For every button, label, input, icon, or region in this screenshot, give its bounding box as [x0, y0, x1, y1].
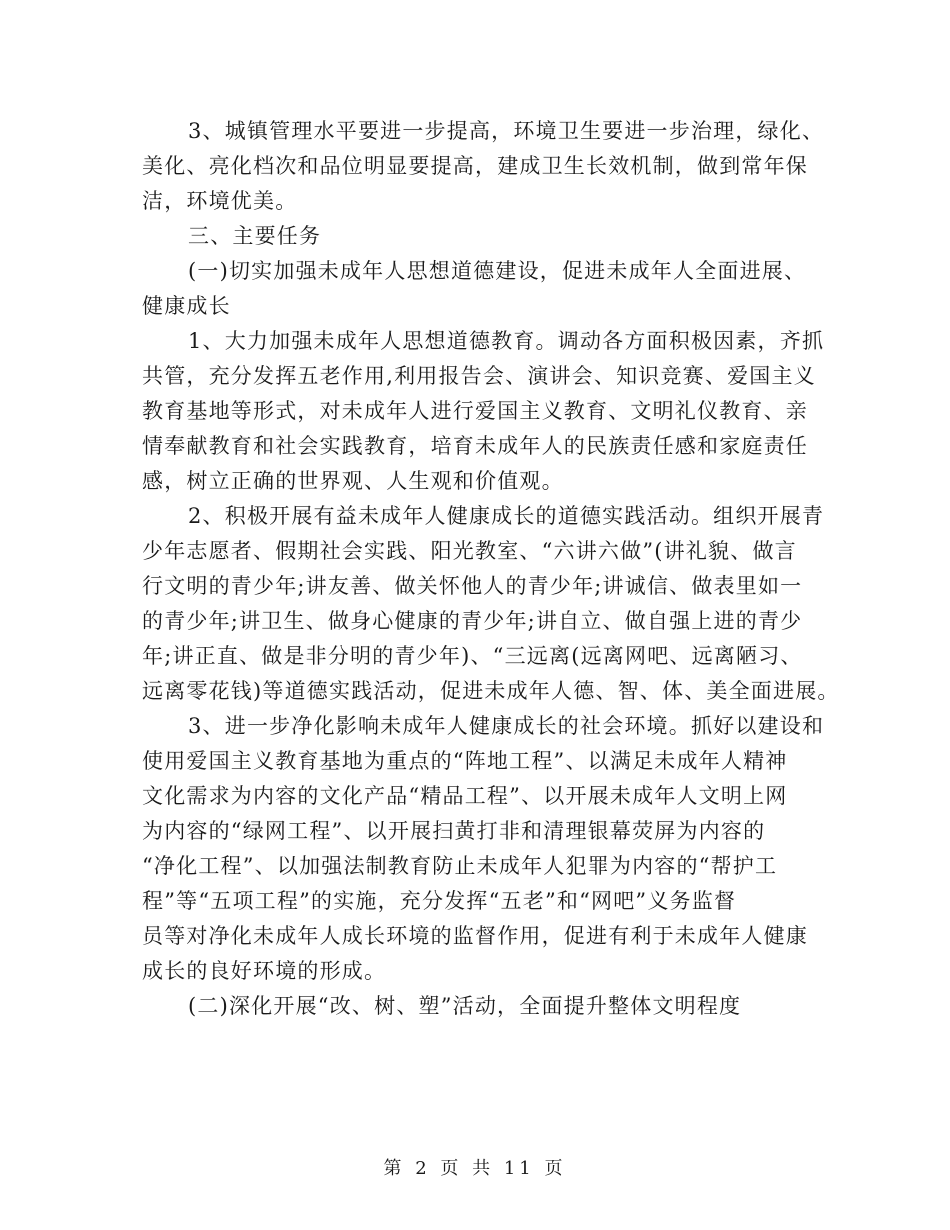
page-number-footer: 第 2 页 共 11 页	[383, 1158, 567, 1179]
paragraph	[142, 324, 825, 499]
text-line: 员等对净化未成年人成长环境的监督作用，促进有利于未成年人健康	[142, 924, 808, 948]
text-line: 1、大力加强未成年人思想道德教育。调动各方面积极因素，齐抓	[188, 329, 825, 353]
text-line: 共管，充分发挥五老作用,利用报告会、演讲会、知识竞赛、爱国主义	[142, 364, 816, 388]
text-line: 3、城镇管理水平要进一步提高，环境卫生要进一步治理，绿化、	[188, 119, 825, 143]
paragraph	[142, 219, 812, 254]
text-line: 使用爱国主义教育基地为重点的“阵地工程”、以满足未成年人精神	[142, 749, 788, 773]
document-body	[142, 114, 840, 1024]
paragraph	[142, 254, 812, 324]
text-line: “净化工程”、以加强法制教育防止未成年人犯罪为内容的“帮护工	[142, 854, 778, 878]
paragraph	[142, 499, 840, 709]
text-line: 感，树立正确的世界观、人生观和价值观。	[142, 469, 564, 493]
text-line: 情奉献教育和社会实践教育，培育未成年人的民族责任感和家庭责任	[142, 434, 808, 458]
text-line: 成长的良好环境的形成。	[142, 959, 387, 983]
paragraph	[142, 114, 825, 219]
text-line: 少年志愿者、假期社会实践、阳光教室、“六讲六做”(讲礼貌、做言	[142, 539, 797, 563]
text-line: 2、积极开展有益未成年人健康成长的道德实践活动。组织开展青	[188, 504, 825, 528]
paragraph	[142, 989, 812, 1024]
text-line: 美化、亮化档次和品位明显要提高，建成卫生长效机制，做到常年保	[142, 154, 808, 178]
text-line: 为内容的“绿网工程”、以开展扫黄打非和清理银幕荧屏为内容的	[142, 819, 766, 843]
text-line: (一)切实加强未成年人思想道德建设，促进未成年人全面进展、	[188, 259, 807, 283]
text-line: (二)深化开展“改、树、塑”活动，全面提升整体文明程度	[188, 994, 742, 1018]
text-line: 健康成长	[142, 294, 231, 318]
text-line: 教育基地等形式，对未成年人进行爱国主义教育、文明礼仪教育、亲	[142, 399, 808, 423]
text-line: 程”等“五项工程”的实施，充分发挥“五老”和“网吧”义务监督	[142, 889, 737, 913]
text-line: 远离零花钱)等道德实践活动，促进未成年人德、智、体、美全面进展。	[142, 679, 840, 703]
text-line: 洁，环境优美。	[142, 189, 298, 213]
paragraph	[142, 709, 825, 989]
text-line: 年;讲正直、做是非分明的青少年)、“三远离(远离网吧、远离陋习、	[142, 644, 803, 668]
text-line: 的青少年;讲卫生、做身心健康的青少年;讲自立、做自强上进的青少	[142, 609, 803, 633]
text-line: 3、进一步净化影响未成年人健康成长的社会环境。抓好以建设和	[188, 714, 825, 738]
text-line: 文化需求为内容的文化产品“精品工程”、以开展未成年人文明上网	[142, 784, 788, 808]
text-line: 三、主要任务	[188, 224, 322, 248]
text-line: 行文明的青少年;讲友善、做关怀他人的青少年;讲诚信、做表里如一	[142, 574, 803, 598]
